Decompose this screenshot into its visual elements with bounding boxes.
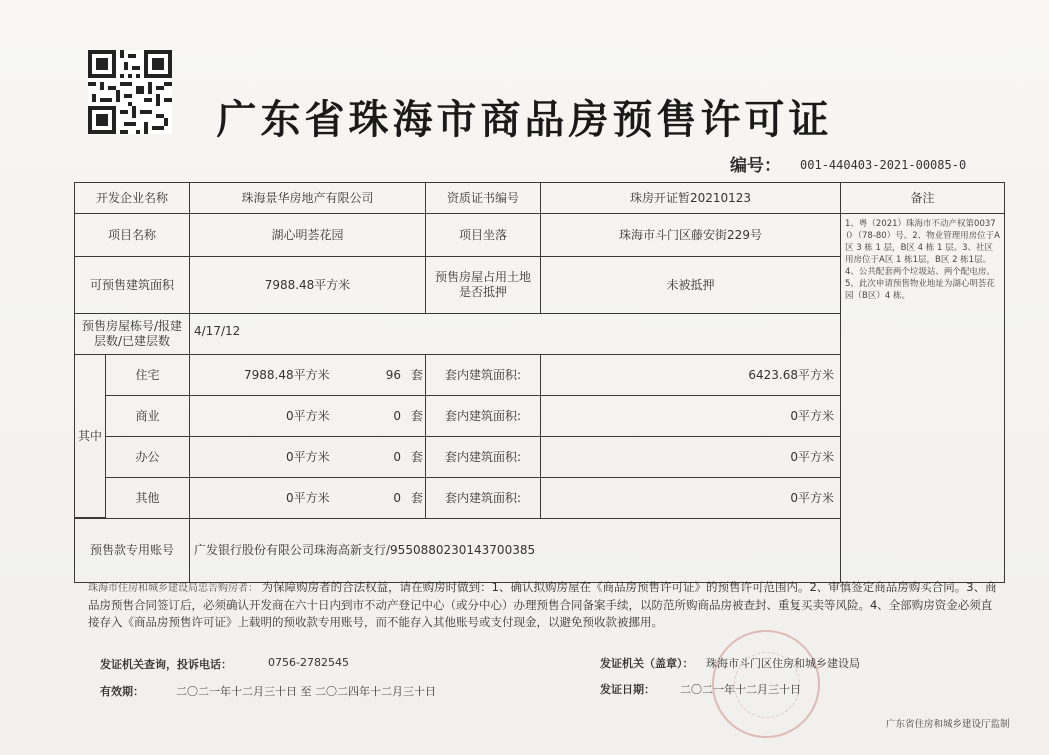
sets-commercial: 0	[393, 408, 401, 423]
inner-label: 套内建筑面积:	[425, 436, 541, 478]
type-other: 其他	[105, 477, 190, 519]
area-value: 7988.48平方米	[189, 256, 426, 314]
inner-label: 套内建筑面积:	[425, 477, 541, 519]
location-value: 珠海市斗门区藤安街229号	[540, 213, 841, 257]
area-label: 可预售建筑面积	[74, 256, 190, 314]
notice-heading: 珠海市住房和城乡建设局忠告购房者：	[88, 583, 258, 594]
type-office: 办公	[105, 436, 190, 478]
mortgage-label: 预售房屋占用土地是否抵押	[425, 256, 541, 314]
document-title: 广东省珠海市商品房预售许可证	[216, 97, 833, 143]
area-residential-cell	[189, 354, 426, 396]
area-other: 0平方米	[286, 490, 330, 505]
notice-body: 为保障购房者的合法权益，请在购房时做到：1、确认拟购房屋在《商品房预售许可证》的预售许可范围内。2、审慎签定商品房购买合同。3、商品房预售合同签订后，必须确认开发商在六十日内到市不动产登记中心（或分中心）办理预售合同备案手续，以防范所购商品房被查封、重复买卖等风险。4、全部购房资金必须直接存入《商品房预售许可证》上载明的预收款专用账号，而不能存入其他账号或支付现金，以避免预收款被挪用。	[88, 580, 997, 629]
building-label: 预售房屋栋号/报建层数/已建层数	[74, 313, 190, 355]
location-label: 项目坐落	[425, 213, 541, 257]
area-office: 0平方米	[286, 449, 330, 464]
area-other-cell	[189, 477, 426, 519]
notice-block	[88, 579, 1003, 631]
issue-date-value: 二〇二一年十二月三十日	[680, 683, 801, 696]
mortgage-value: 未被抵押	[540, 256, 841, 314]
remarks-cell	[840, 213, 1005, 583]
inner-label: 套内建筑面积:	[425, 395, 541, 437]
validity-value: 二〇二一年十二月三十日 至 二〇二四年十二月三十日	[176, 685, 436, 698]
sets-other: 0	[393, 490, 401, 505]
among-label: 其中	[74, 354, 106, 518]
inner-office: 0平方米	[540, 436, 841, 478]
type-residential: 住宅	[105, 354, 190, 396]
sets-unit: 套	[410, 367, 423, 382]
area-residential: 7988.48平方米	[244, 367, 330, 382]
issue-date-label: 发证日期：	[600, 683, 655, 696]
dev-value: 珠海景华房地产有限公司	[189, 182, 426, 214]
cert-value: 珠房开证暂20210123	[540, 182, 841, 214]
account-value: 广发银行股份有限公司珠海高新支行/9550880230143700385	[189, 518, 841, 583]
area-commercial: 0平方米	[286, 408, 330, 423]
query-label: 发证机关查询，投诉电话：	[100, 658, 232, 671]
cert-label: 资质证书编号	[425, 182, 541, 214]
supervision-note: 广东省住房和城乡建设厅监制	[886, 719, 1010, 730]
sets-office: 0	[393, 449, 401, 464]
type-commercial: 商业	[105, 395, 190, 437]
inner-commercial: 0平方米	[540, 395, 841, 437]
dev-label: 开发企业名称	[74, 182, 190, 214]
permit-table	[74, 182, 1005, 582]
area-commercial-cell	[189, 395, 426, 437]
building-value: 4/17/12	[189, 313, 841, 355]
issuer-value: 珠海市斗门区住房和城乡建设局	[706, 657, 860, 670]
issuer-label: 发证机关（盖章）：	[600, 657, 694, 670]
account-label: 预售款专用账号	[74, 518, 190, 583]
project-label: 项目名称	[74, 213, 190, 257]
validity-label: 有效期：	[100, 685, 144, 698]
sets-unit: 套	[410, 408, 423, 423]
area-office-cell	[189, 436, 426, 478]
project-value: 湖心明荟花园	[189, 213, 426, 257]
sets-residential: 96	[385, 367, 401, 382]
sets-unit: 套	[410, 449, 423, 464]
inner-other: 0平方米	[540, 477, 841, 519]
remarks-label: 备注	[840, 182, 1005, 214]
number-label: 编号：	[730, 156, 781, 176]
certificate-number: 001-440403-2021-00085-0	[800, 158, 967, 172]
remarks-text: 1、粤（2021）珠海市不动产权第0037０（78-80）号。2、物业管理用房位于A区 3 栋 1 层，B区 4 栋 1 层。3、社区用房位于A区 1 栋1层，B区 2 栋1层。4、公共配套两个垃圾站、两个配电房。5、此次申请预售物业地址为湖心明荟花园（B区）4 栋。	[845, 219, 1000, 301]
inner-label: 套内建筑面积:	[425, 354, 541, 396]
query-phone: 0756-2782545	[268, 656, 349, 669]
sets-unit: 套	[410, 490, 423, 505]
inner-residential: 6423.68平方米	[540, 354, 841, 396]
